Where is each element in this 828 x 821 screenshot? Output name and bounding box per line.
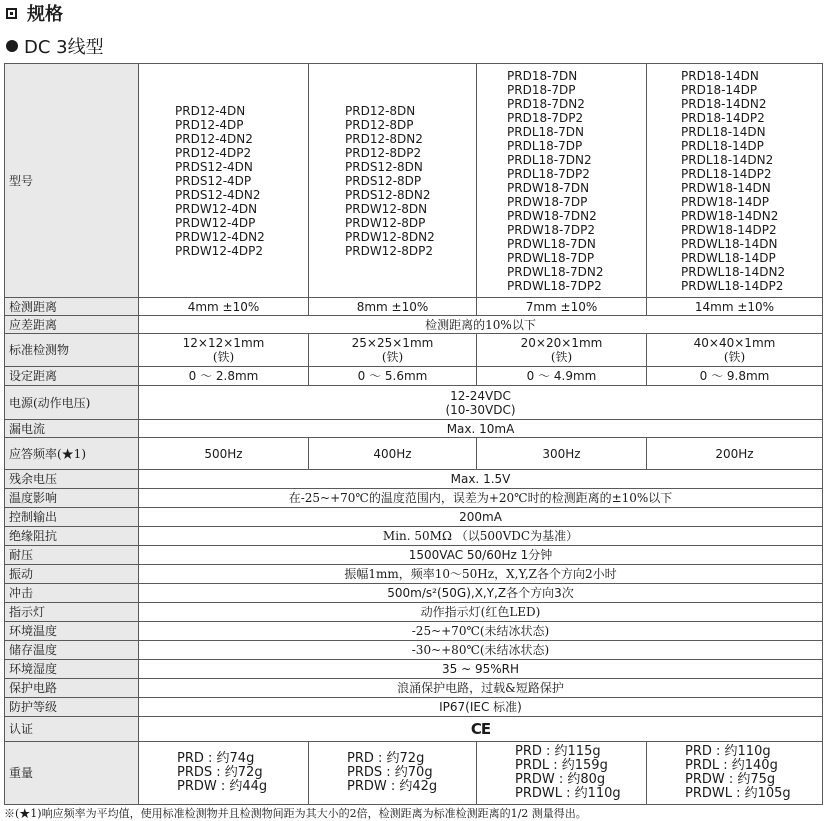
model-name: PRDW12-8DN2 <box>345 229 435 244</box>
table-row <box>5 470 823 489</box>
weight-entry: PRD : 约72g <box>347 751 425 766</box>
label-std-target: 标准检测物 <box>5 334 139 367</box>
model-name: PRDW12-4DP <box>175 215 256 230</box>
model-list <box>309 64 477 298</box>
weight-entry: PRDS : 约70g <box>347 765 433 780</box>
model-name: PRDWL18-14DP <box>681 250 776 265</box>
vibration-value: 振幅1mm，频率10～50Hz，X,Y,Z各个方向2小时 <box>139 565 823 584</box>
table-row <box>5 622 823 641</box>
table-row <box>5 603 823 622</box>
label-weight: 重量 <box>5 742 139 805</box>
label-insulation: 绝缘阻抗 <box>5 527 139 546</box>
setting-distance-value: 0 ～ 2.8mm <box>139 367 309 386</box>
weight-list <box>139 742 309 805</box>
model-name: PRDW18-14DN2 <box>681 208 779 223</box>
weight-entry: PRDWL : 约105g <box>685 786 791 801</box>
weight-entry: PRDW : 约75g <box>685 772 776 787</box>
model-name: PRDS12-4DN2 <box>175 187 261 202</box>
ambient-temp-value: -25~+70℃(未结冰状态) <box>139 622 823 641</box>
dielectric-value: 1500VAC 50/60Hz 1分钟 <box>139 546 823 565</box>
leakage-value: Max. 10mA <box>139 420 823 438</box>
model-name: PRD12-8DN <box>345 103 416 118</box>
label-ambient-humidity: 环境湿度 <box>5 660 139 679</box>
model-name: PRD18-14DN <box>681 68 759 83</box>
label-response: 应答频率(★1) <box>5 438 139 470</box>
model-name: PRDWL18-7DP2 <box>507 278 602 293</box>
model-name: PRDW18-14DP2 <box>681 222 777 237</box>
model-name: PRDS12-8DN <box>345 159 423 174</box>
weight-entry: PRDWL : 约110g <box>515 786 621 801</box>
square-bullet-icon <box>6 8 17 19</box>
weight-entry: PRDW : 约80g <box>515 772 606 787</box>
response-value: 300Hz <box>477 438 647 470</box>
shock-value: 500m/s²(50G),X,Y,Z各个方向3次 <box>139 584 823 603</box>
detect-distance-value: 4mm ±10% <box>139 298 309 316</box>
model-name: PRD12-4DN <box>175 103 246 118</box>
model-name: PRD12-4DP <box>175 117 244 132</box>
model-name: PRDW18-7DP2 <box>507 222 596 237</box>
model-name: PRDW18-7DN <box>507 180 590 195</box>
table-row <box>5 698 823 717</box>
std-target-value: 40×40×1mm (铁) <box>647 334 823 367</box>
label-hysteresis: 应差距离 <box>5 316 139 334</box>
model-name: PRD12-4DN2 <box>175 131 253 146</box>
label-residual: 残余电压 <box>5 470 139 489</box>
model-name: PRDW12-8DP2 <box>345 243 434 258</box>
label-certification: 认证 <box>5 717 139 742</box>
model-name: PRDS12-4DP <box>175 173 252 188</box>
std-target-value: 20×20×1mm (铁) <box>477 334 647 367</box>
hysteresis-value: 检测距离的10%以下 <box>139 316 823 334</box>
model-name: PRD18-14DP <box>681 82 758 97</box>
model-name: PRD18-7DP <box>507 82 576 97</box>
model-name: PRDL18-7DN <box>507 124 584 139</box>
storage-temp-value: -30~+80℃(未结冰状态) <box>139 641 823 660</box>
table-row <box>5 508 823 527</box>
model-name: PRDWL18-14DN <box>681 236 778 251</box>
detect-distance-value: 14mm ±10% <box>647 298 823 316</box>
bullet-dot-icon <box>6 40 18 52</box>
table-row <box>5 489 823 508</box>
model-name: PRDW18-7DP <box>507 194 588 209</box>
table-row <box>5 679 823 698</box>
ambient-humidity-value: 35 ~ 95%RH <box>139 660 823 679</box>
table-row <box>5 641 823 660</box>
model-name: PRDW18-7DN2 <box>507 208 597 223</box>
footnote: ※(★1)响应频率为平均值，使用标准检测物并且检测物间距为其大小的2倍，检测距离为标准检测距离的1/2 测量得出。 <box>4 807 587 820</box>
control-output-value: 200mA <box>139 508 823 527</box>
model-name: PRDWL18-14DN2 <box>681 264 786 279</box>
table-row <box>5 316 823 334</box>
table-row <box>5 298 823 316</box>
table-row <box>5 584 823 603</box>
model-name: PRDW12-4DP2 <box>175 243 264 258</box>
certification-value <box>139 717 823 742</box>
table-row <box>5 438 823 470</box>
model-list <box>477 64 647 298</box>
response-value: 200Hz <box>647 438 823 470</box>
label-setting-distance: 设定距离 <box>5 367 139 386</box>
indicator-value: 动作指示灯(红色LED) <box>139 603 823 622</box>
protection-circuit-value: 浪涌保护电路，过载&短路保护 <box>139 679 823 698</box>
model-name: PRD12-8DN2 <box>345 131 423 146</box>
setting-distance-value: 0 ～ 5.6mm <box>309 367 477 386</box>
model-list <box>647 64 823 298</box>
model-name: PRDL18-14DN <box>681 124 766 139</box>
table-row <box>5 742 823 805</box>
label-shock: 冲击 <box>5 584 139 603</box>
model-name: PRD12-4DP2 <box>175 145 252 160</box>
label-indicator: 指示灯 <box>5 603 139 622</box>
label-dielectric: 耐压 <box>5 546 139 565</box>
weight-entry: PRD : 约110g <box>685 744 771 759</box>
weight-entry: PRDW : 约42g <box>347 779 438 794</box>
model-name: PRD18-14DN2 <box>681 96 767 111</box>
model-name: PRDWL18-7DP <box>507 250 595 265</box>
label-storage-temp: 储存温度 <box>5 641 139 660</box>
std-target-value: 12×12×1mm (铁) <box>139 334 309 367</box>
model-name: PRDW12-8DP <box>345 215 426 230</box>
setting-distance-value: 0 ～ 4.9mm <box>477 367 647 386</box>
model-name: PRD12-8DP2 <box>345 145 422 160</box>
subsection-header <box>6 34 104 58</box>
model-name: PRD18-7DN <box>507 68 578 83</box>
residual-value: Max. 1.5V <box>139 470 823 489</box>
ce-mark-icon: CE <box>470 719 491 738</box>
temp-effect-value: 在-25~+70℃的温度范围内，误差为+20℃时的检测距离的±10%以下 <box>139 489 823 508</box>
label-leakage: 漏电流 <box>5 420 139 438</box>
std-target-value: 25×25×1mm (铁) <box>309 334 477 367</box>
table-row <box>5 64 823 298</box>
label-protection-circuit: 保护电路 <box>5 679 139 698</box>
table-row <box>5 420 823 438</box>
protection-grade-value: IP67(IEC 标准) <box>139 698 823 717</box>
model-name: PRDL18-14DP <box>681 138 764 153</box>
power-value: 12-24VDC (10-30VDC) <box>139 386 823 420</box>
model-name: PRDW12-8DN <box>345 201 428 216</box>
weight-entry: PRDS : 约72g <box>177 765 263 780</box>
label-protection-grade: 防护等级 <box>5 698 139 717</box>
insulation-value: Min. 50MΩ （以500VDC为基准） <box>139 527 823 546</box>
model-name: PRD18-7DN2 <box>507 96 585 111</box>
model-list <box>139 64 309 298</box>
label-model: 型号 <box>5 64 139 298</box>
label-power: 电源(动作电压) <box>5 386 139 420</box>
label-detect-distance: 检测距离 <box>5 298 139 316</box>
model-name: PRDWL18-7DN <box>507 236 596 251</box>
table-row <box>5 527 823 546</box>
response-value: 500Hz <box>139 438 309 470</box>
model-name: PRDL18-14DP2 <box>681 166 772 181</box>
weight-entry: PRDL : 约140g <box>685 758 778 773</box>
label-control-output: 控制输出 <box>5 508 139 527</box>
weight-list <box>309 742 477 805</box>
model-name: PRDL18-14DN2 <box>681 152 774 167</box>
model-name: PRDW12-4DN2 <box>175 229 265 244</box>
model-name: PRD18-14DP2 <box>681 110 765 125</box>
model-name: PRDW12-4DN <box>175 201 258 216</box>
table-row <box>5 660 823 679</box>
table-row <box>5 386 823 420</box>
weight-list <box>647 742 823 805</box>
spec-table <box>4 63 823 805</box>
model-name: PRDW18-14DP <box>681 194 770 209</box>
section-title: 规格 <box>27 4 63 25</box>
model-name: PRDWL18-14DP2 <box>681 278 784 293</box>
table-row <box>5 546 823 565</box>
model-name: PRDWL18-7DN2 <box>507 264 604 279</box>
model-name: PRD18-7DP2 <box>507 110 584 125</box>
table-row <box>5 334 823 367</box>
weight-entry: PRD : 约74g <box>177 751 255 766</box>
response-value: 400Hz <box>309 438 477 470</box>
detect-distance-value: 7mm ±10% <box>477 298 647 316</box>
table-row <box>5 367 823 386</box>
table-row <box>5 717 823 742</box>
label-vibration: 振动 <box>5 565 139 584</box>
label-temp-effect: 温度影响 <box>5 489 139 508</box>
table-row <box>5 565 823 584</box>
model-name: PRDL18-7DN2 <box>507 152 592 167</box>
label-ambient-temp: 环境温度 <box>5 622 139 641</box>
model-name: PRDS12-8DN2 <box>345 187 431 202</box>
weight-entry: PRDW : 约44g <box>177 779 268 794</box>
model-name: PRDL18-7DP2 <box>507 166 590 181</box>
detect-distance-value: 8mm ±10% <box>309 298 477 316</box>
setting-distance-value: 0 ～ 9.8mm <box>647 367 823 386</box>
section-header <box>6 0 63 26</box>
model-name: PRDS12-8DP <box>345 173 422 188</box>
model-name: PRDL18-7DP <box>507 138 583 153</box>
weight-entry: PRD : 约115g <box>515 744 601 759</box>
weight-entry: PRDL : 约159g <box>515 758 608 773</box>
model-name: PRDS12-4DN <box>175 159 253 174</box>
model-name: PRDW18-14DN <box>681 180 771 195</box>
weight-list <box>477 742 647 805</box>
subsection-title: DC 3线型 <box>24 37 104 58</box>
model-name: PRD12-8DP <box>345 117 414 132</box>
